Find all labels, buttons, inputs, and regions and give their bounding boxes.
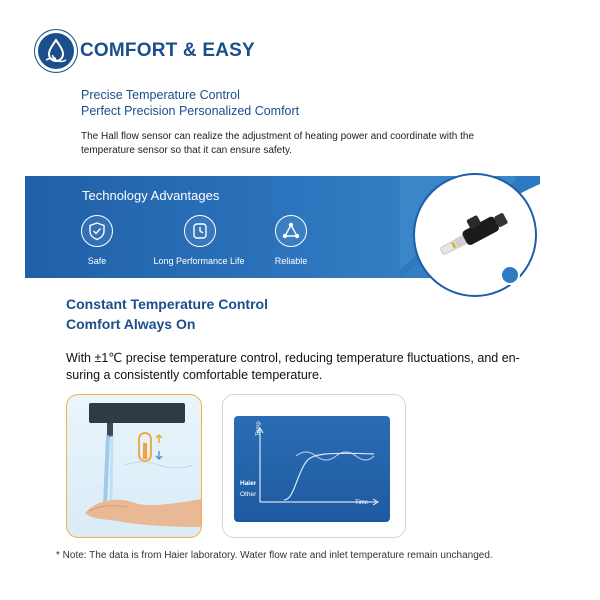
brand-logo bbox=[38, 33, 74, 69]
safe-badge bbox=[81, 215, 113, 247]
advantage-label-long-life: Long Performance Life bbox=[153, 256, 245, 266]
section1-heading-line1: Precise Temperature Control bbox=[81, 88, 240, 102]
graph-curve-other bbox=[284, 453, 374, 500]
network-triangle-icon bbox=[276, 216, 306, 246]
section1-paragraph: The Hall flow sensor can realize the adjustment of heating power and coordinate with the temperature sensor so that it can ensure safety. bbox=[81, 131, 475, 156]
shield-check-icon bbox=[82, 216, 112, 246]
banner-title: Technology Advantages bbox=[82, 188, 220, 203]
advantage-label-reliable: Reliable bbox=[274, 256, 308, 266]
graph-y-label: Temp bbox=[256, 421, 262, 436]
section2-heading-line1: Constant Temperature Control bbox=[66, 296, 268, 312]
graph-series-other: Other bbox=[240, 491, 257, 498]
decorative-dot bbox=[500, 265, 520, 285]
graph-series-haier: Haier bbox=[240, 480, 257, 487]
clock-icon bbox=[185, 216, 215, 246]
section1-heading bbox=[81, 87, 299, 119]
long-life-badge bbox=[184, 215, 216, 247]
graph-x-label: Time bbox=[355, 500, 369, 506]
section2-paragraph: With ±1℃ precise temperature control, reducing temperature fluctuations, and en-suring a consistently comfortable temperature. bbox=[66, 351, 520, 382]
footnote: * Note: The data is from Haier laboratory. Water flow rate and inlet temperature remain unchanged. bbox=[56, 550, 493, 561]
shower-illustration-card bbox=[66, 394, 202, 538]
section2-heading bbox=[66, 294, 268, 334]
advantage-label-safe: Safe bbox=[87, 256, 107, 266]
water-drop-icon bbox=[38, 33, 74, 69]
section1-heading-line2: Perfect Precision Personalized Comfort bbox=[81, 104, 300, 118]
shower-hand-illustration bbox=[67, 395, 201, 537]
reliable-badge bbox=[275, 215, 307, 247]
section2-heading-line2: Comfort Always On bbox=[66, 316, 196, 332]
page-title: COMFORT & EASY bbox=[80, 40, 255, 61]
